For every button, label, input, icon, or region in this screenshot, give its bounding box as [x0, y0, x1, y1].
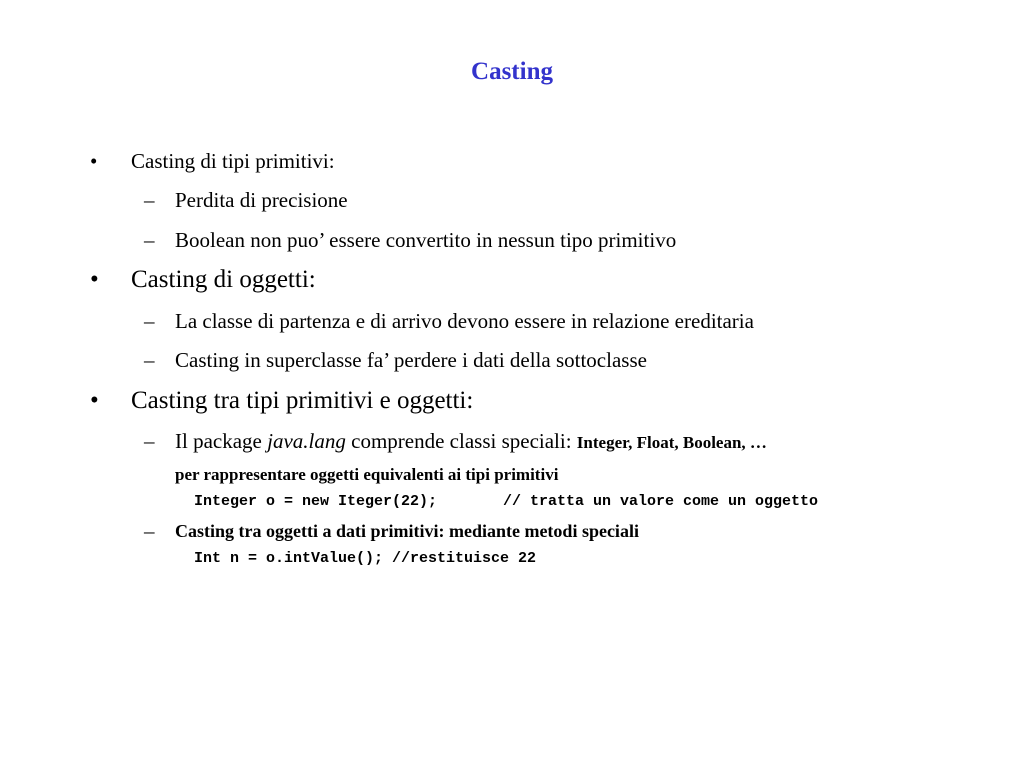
subitem-3-2: Casting tra oggetti a dati primitivi: mediante metodi speciali: [175, 521, 639, 541]
dash-icon: –: [144, 309, 155, 333]
subitem-1-1: Perdita di precisione: [175, 188, 348, 212]
subitem-2-1: La classe di partenza e di arrivo devono essere in relazione ereditaria: [175, 309, 754, 333]
bullet-icon: •: [90, 149, 98, 173]
dash-icon: –: [144, 519, 155, 543]
bullet-2-text: Casting di oggetti:: [131, 266, 316, 293]
subitem-3-1: [175, 428, 767, 456]
code-line-1: [194, 492, 437, 512]
bullet-icon: •: [90, 387, 99, 414]
dash-icon: –: [144, 348, 155, 372]
dash-icon: –: [144, 188, 155, 212]
slide-title: Casting: [471, 58, 553, 85]
subitem-2-2: Casting in superclasse fa’ perdere i dati della sottoclasse: [175, 348, 647, 372]
wrapper-classes: Integer, Float, Boolean, …: [576, 433, 767, 452]
package-name: java.lang: [267, 429, 346, 453]
code-line-2: Int n = o.intValue(); //restituisce 22: [194, 550, 537, 567]
bullet-1-text: Casting di tipi primitivi:: [131, 149, 335, 173]
subitem-3-1-prefix: Il package: [175, 429, 268, 453]
dash-icon: –: [144, 429, 155, 453]
code-statement: Integer o = new Iteger(22);: [194, 493, 438, 510]
bullet-3-text: Casting tra tipi primitivi e oggetti:: [131, 387, 474, 414]
subitem-3-1-continuation: per rappresentare oggetti equivalenti ai tipi primitivi: [175, 465, 559, 484]
subitem-3-1-middle: comprende classi speciali:: [345, 429, 577, 453]
code-comment: // tratta un valore come un oggetto: [503, 493, 819, 510]
dash-icon: –: [144, 228, 155, 252]
bullet-icon: •: [90, 266, 99, 293]
subitem-1-2: Boolean non puo’ essere convertito in nessun tipo primitivo: [175, 228, 677, 252]
